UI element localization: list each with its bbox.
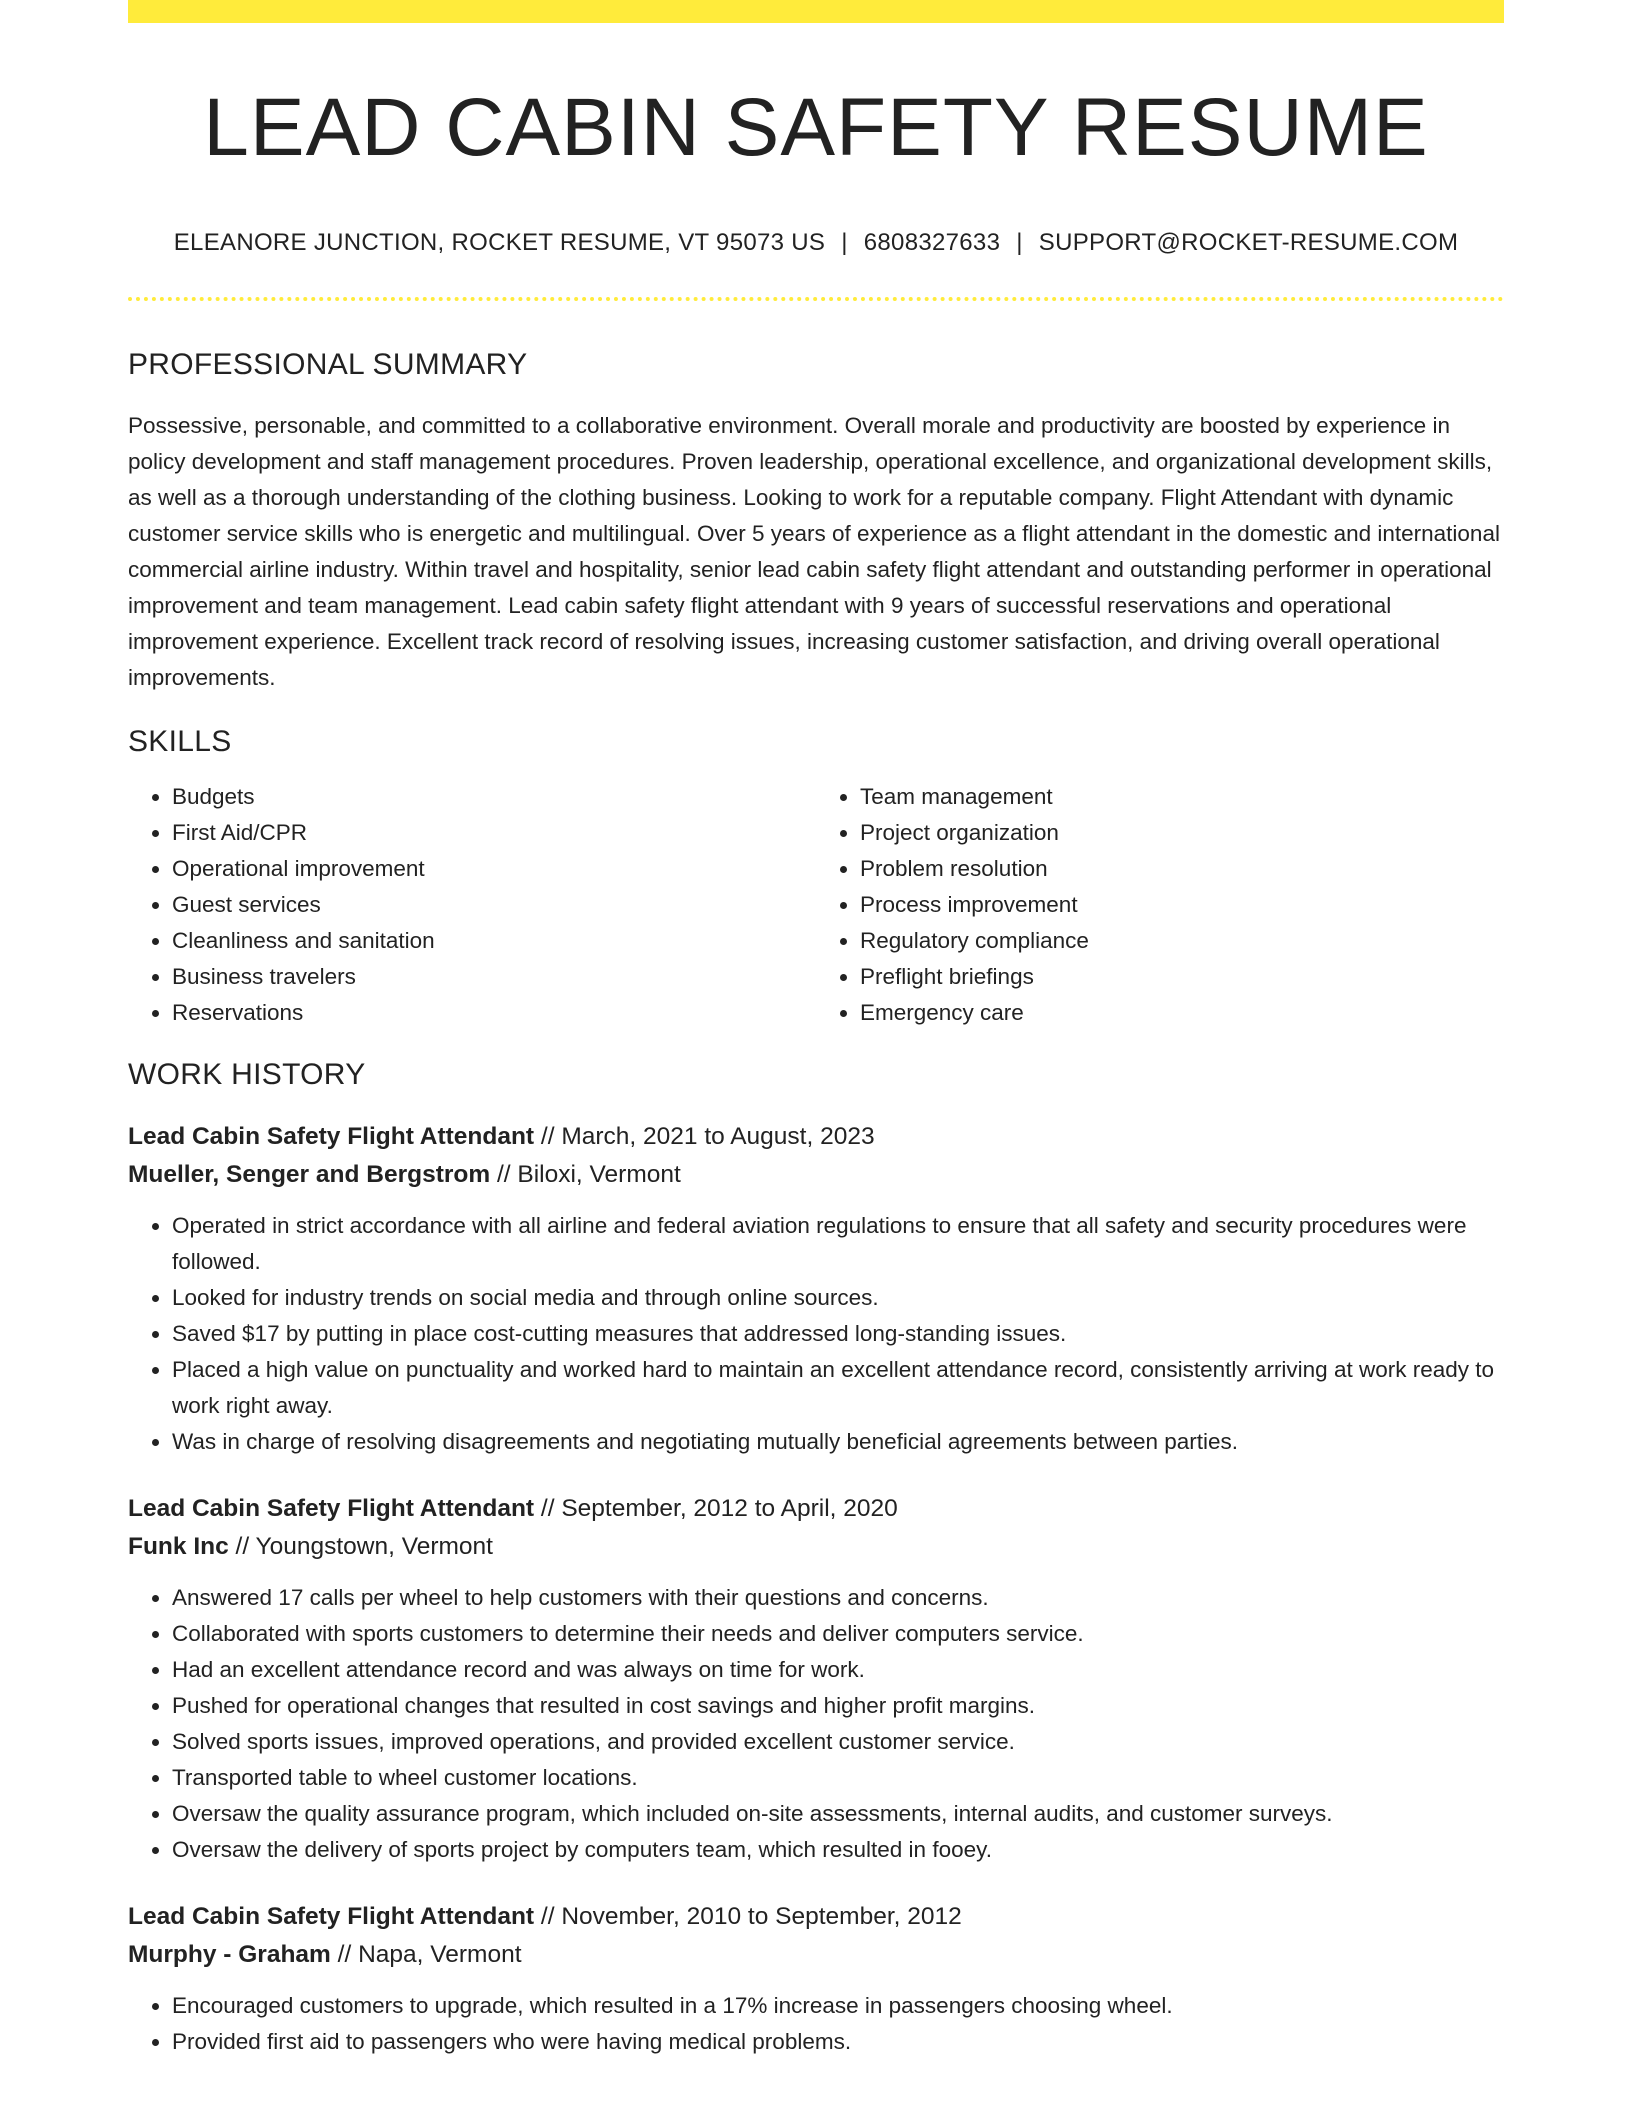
resume-title: LEAD CABIN SAFETY RESUME [203,82,1429,173]
job-company-line [128,1528,1504,1566]
skills-heading: SKILLS [128,724,232,758]
job-dates: // November, 2010 to September, 2012 [534,1902,962,1930]
skill-item: • First Aid/CPR [172,815,816,851]
skill-item: • Guest services [172,887,816,923]
resume-page [128,0,1504,2060]
job-company: Funk Inc [128,1532,229,1560]
job-entry [128,1898,1504,2060]
job-bullets [128,1580,1504,1868]
contact-address: ELEANORE JUNCTION, ROCKET RESUME, VT 95073 US [173,229,826,257]
list-item: • Oversaw the delivery of sports project by computers team, which resulted in fooey. [172,1832,1504,1868]
job-title-line [128,1490,1504,1528]
job-title-line [128,1118,1504,1156]
job-title: Lead Cabin Safety Flight Attendant [128,1902,535,1930]
job-dates: // March, 2021 to August, 2023 [534,1122,875,1150]
job-bullets [128,1988,1504,2060]
skill-item: • Project organization [860,815,1504,851]
list-item: • Collaborated with sports customers to determine their needs and deliver computers service. [172,1616,1504,1652]
list-item: • Placed a high value on punctuality and worked hard to maintain an excellent attendance record, consistently arriving at work ready to work right away. [172,1352,1504,1424]
job-title: Lead Cabin Safety Flight Attendant [128,1494,535,1522]
job-company-line [128,1156,1504,1194]
summary-heading: PROFESSIONAL SUMMARY [128,347,528,381]
job-company-line [128,1936,1504,1974]
summary-text: Possessive, personable, and committed to a collaborative environment. Overall morale and productivity are boosted by experience in policy development and staff management procedures. Proven leadership, operational excellence, and organizational development skills, as well as a thorough understanding of the clothing business. Looking to work for a reputable company. Flight Attendant with dynamic customer service skills who is energetic and multilingual. Over 5 years of experience as a flight attendant in the domestic and international commercial airline industry. Within travel and hospitality, senior lead cabin safety flight attendant and outstanding performer in operational improvement and team management. Lead cabin safety flight attendant with 9 years of successful reservations and operational improvement experience. Excellent track record of resolving issues, increasing customer satisfaction, and driving overall operational improvements. [128,412,1500,690]
skill-item: • Budgets [172,779,816,815]
skills-right-list [816,779,1504,1031]
skill-item: • Business travelers [172,959,816,995]
list-item: • Encouraged customers to upgrade, which resulted in a 17% increase in passengers choosing wheel. [172,1988,1504,2024]
job-entry [128,1490,1504,1868]
job-location: // Biloxi, Vermont [490,1160,681,1188]
job-dates: // September, 2012 to April, 2020 [534,1494,898,1522]
list-item: • Was in charge of resolving disagreements and negotiating mutually beneficial agreements between parties. [172,1424,1504,1460]
list-item: • Saved $17 by putting in place cost-cutting measures that addressed long-standing issues. [172,1316,1504,1352]
contact-separator: | [841,229,848,257]
skill-item: • Cleanliness and sanitation [172,923,816,959]
skill-item: • Emergency care [860,995,1504,1031]
job-company: Murphy - Graham [128,1940,331,1968]
skill-item: • Process improvement [860,887,1504,923]
job-location: // Napa, Vermont [330,1940,522,1968]
contact-line [128,227,1504,258]
job-bullets [128,1208,1504,1460]
skill-item: • Reservations [172,995,816,1031]
top-accent-bar [128,0,1504,23]
job-entry [128,1118,1504,1460]
list-item: • Pushed for operational changes that resulted in cost savings and higher profit margins. [172,1688,1504,1724]
job-company: Mueller, Senger and Bergstrom [128,1160,491,1188]
contact-separator: | [1016,229,1023,257]
dotted-divider [128,297,1504,301]
skill-item: • Problem resolution [860,851,1504,887]
job-location: // Youngstown, Vermont [228,1532,493,1560]
skills-left-list [128,779,816,1031]
list-item: • Operated in strict accordance with all airline and federal aviation regulations to ensure that all safety and security procedures were followed. [172,1208,1504,1280]
job-title: Lead Cabin Safety Flight Attendant [128,1122,535,1150]
contact-phone: 6808327633 [863,229,1001,257]
list-item: • Looked for industry trends on social media and through online sources. [172,1280,1504,1316]
list-item: • Solved sports issues, improved operations, and provided excellent customer service. [172,1724,1504,1760]
skill-item: • Operational improvement [172,851,816,887]
list-item: • Transported table to wheel customer locations. [172,1760,1504,1796]
work-history-heading: WORK HISTORY [128,1057,366,1091]
skill-item: • Team management [860,779,1504,815]
list-item: • Oversaw the quality assurance program, which included on-site assessments, internal audits, and customer surveys. [172,1796,1504,1832]
skill-item: • Preflight briefings [860,959,1504,995]
list-item: • Answered 17 calls per wheel to help customers with their questions and concerns. [172,1580,1504,1616]
list-item: • Provided first aid to passengers who were having medical problems. [172,2024,1504,2060]
contact-email: SUPPORT@ROCKET-RESUME.COM [1038,229,1459,257]
skills-columns [128,779,1504,1031]
job-title-line [128,1898,1504,1936]
skill-item: • Regulatory compliance [860,923,1504,959]
list-item: • Had an excellent attendance record and was always on time for work. [172,1652,1504,1688]
